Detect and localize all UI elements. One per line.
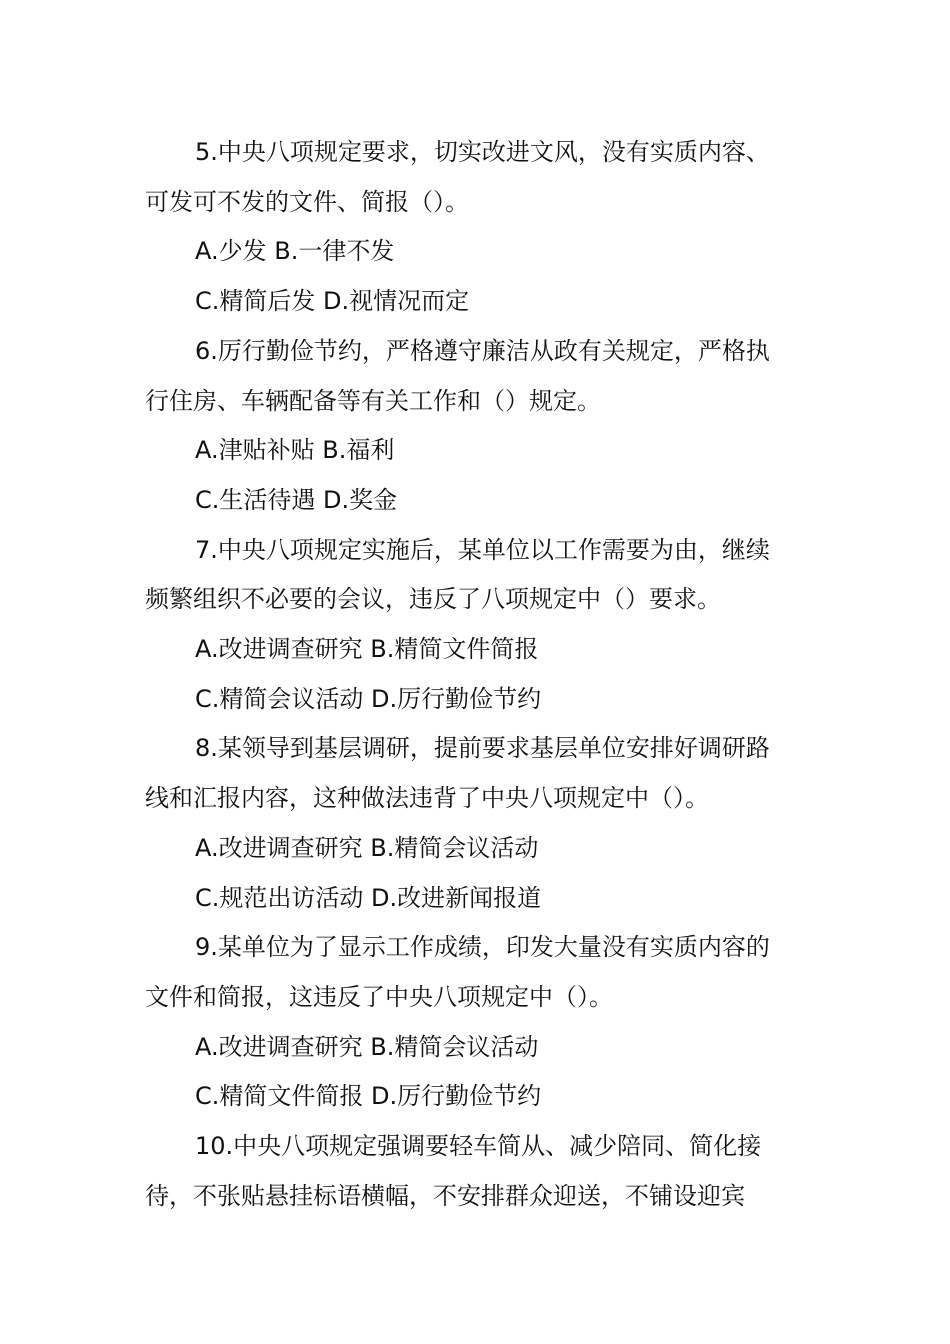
question-6-option-line-1: A.津贴补贴 B.福利 — [195, 436, 395, 465]
question-6 — [145, 327, 815, 526]
question-9-stem-line-1: 9.某单位为了显示工作成绩，印发大量没有实质内容的 — [195, 933, 770, 962]
question-5-stem-line-2: 可发可不发的文件、简报（）。 — [145, 187, 469, 216]
question-9 — [145, 923, 815, 1122]
question-6-option-line-2: C.生活待遇 D.奖金 — [195, 485, 398, 514]
question-7-option-line-1: A.改进调查研究 B.精简文件简报 — [195, 635, 539, 664]
question-10-stem-line-2: 待，不张贴悬挂标语横幅，不安排群众迎送，不铺设迎宾 — [145, 1181, 745, 1210]
question-10 — [145, 1122, 815, 1221]
question-9-stem-line-2: 文件和简报，这违反了中央八项规定中（）。 — [145, 982, 613, 1011]
question-8-stem-line-2: 线和汇报内容，这种做法违背了中央八项规定中（）。 — [145, 784, 709, 813]
question-6-stem-line-1: 6.厉行勤俭节约，严格遵守廉洁从政有关规定，严格执 — [195, 336, 770, 365]
question-5 — [145, 128, 815, 327]
question-8-option-line-2: C.规范出访活动 D.改进新闻报道 — [195, 883, 542, 912]
question-5-option-line-2: C.精简后发 D.视情况而定 — [195, 287, 470, 316]
question-10-stem-line-1: 10.中央八项规定强调要轻车简从、减少陪同、简化接 — [195, 1132, 762, 1161]
question-9-option-line-1: A.改进调查研究 B.精简会议活动 — [195, 1032, 539, 1061]
question-8-stem-line-1: 8.某领导到基层调研，提前要求基层单位安排好调研路 — [195, 734, 770, 763]
question-5-stem-line-1: 5.中央八项规定要求，切实改进文风，没有实质内容、 — [195, 138, 770, 166]
question-9-option-line-2: C.精简文件简报 D.厉行勤俭节约 — [195, 1082, 542, 1111]
question-7-option-line-2: C.精简会议活动 D.厉行勤俭节约 — [195, 684, 542, 713]
question-8-option-line-1: A.改进调查研究 B.精简会议活动 — [195, 833, 539, 862]
question-7-stem-line-1: 7.中央八项规定实施后，某单位以工作需要为由，继续 — [195, 535, 770, 564]
question-6-stem-line-2: 行住房、车辆配备等有关工作和（）规定。 — [145, 386, 601, 415]
question-7-stem-line-2: 频繁组织不必要的会议，违反了八项规定中（）要求。 — [145, 585, 721, 614]
question-5-option-line-1: A.少发 B.一律不发 — [195, 237, 395, 266]
question-8 — [145, 724, 815, 923]
question-7 — [145, 526, 815, 725]
document-body — [145, 128, 815, 1221]
